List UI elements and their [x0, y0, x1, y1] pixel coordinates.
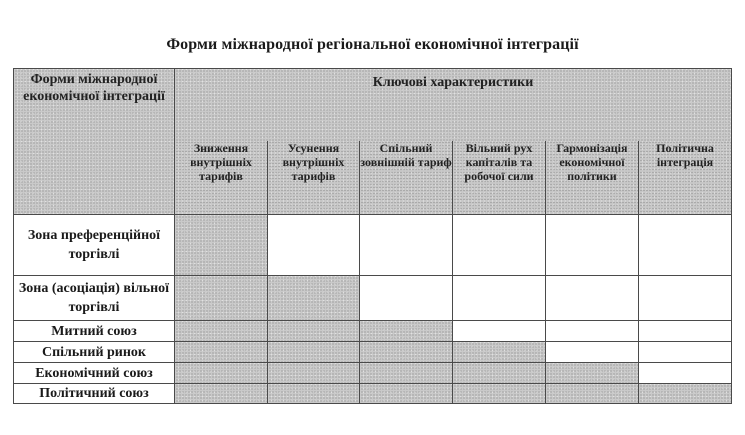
matrix-cell — [639, 276, 732, 321]
matrix-cell — [639, 384, 732, 404]
matrix-cell — [453, 342, 546, 363]
row-label: Спільний ринок — [14, 342, 175, 363]
matrix-cell — [453, 384, 546, 404]
matrix-cell — [175, 342, 268, 363]
forms-column-header: Форми міжнародної економічної інтеграції — [14, 69, 175, 215]
column-header-tariff-elimination: Усунення внутрішніх тарифів — [268, 141, 360, 215]
matrix-cell — [360, 342, 453, 363]
matrix-cell — [268, 215, 360, 276]
column-header-policy-harmonization: Гармонізація економічної політики — [546, 141, 639, 215]
row-label: Зона (асоціація) вільної торгівлі — [14, 276, 175, 321]
matrix-cell — [546, 215, 639, 276]
row-label: Зона преференційної торгівлі — [14, 215, 175, 276]
key-characteristics-header: Ключові характеристики — [175, 69, 732, 142]
matrix-cell — [453, 215, 546, 276]
matrix-cell — [639, 215, 732, 276]
matrix-cell — [360, 363, 453, 384]
matrix-cell — [546, 321, 639, 342]
matrix-cell — [360, 215, 453, 276]
page-title: Форми міжнародної регіональної економічної інтеграції — [166, 36, 579, 53]
matrix-cell — [175, 384, 268, 404]
column-header-common-external-tariff: Спільний зовнішній тариф — [360, 141, 453, 215]
matrix-cell — [360, 276, 453, 321]
column-header-political-integration: Політична інтеграція — [639, 141, 732, 215]
table-row — [14, 215, 732, 276]
matrix-cell — [546, 276, 639, 321]
matrix-cell — [268, 342, 360, 363]
table-row — [14, 321, 732, 342]
row-label: Економічний союз — [14, 363, 175, 384]
column-header-tariff-reduction: Зниження внутрішніх тарифів — [175, 141, 268, 215]
matrix-cell — [175, 363, 268, 384]
integration-forms-table — [13, 68, 732, 404]
matrix-cell — [175, 321, 268, 342]
matrix-cell — [175, 215, 268, 276]
matrix-cell — [268, 321, 360, 342]
matrix-cell — [268, 384, 360, 404]
matrix-cell — [453, 363, 546, 384]
matrix-cell — [453, 276, 546, 321]
matrix-cell — [360, 384, 453, 404]
matrix-cell — [360, 321, 453, 342]
table-row — [14, 276, 732, 321]
row-label: Митний союз — [14, 321, 175, 342]
column-header-free-movement: Вільний рух капіталів та робочої сили — [453, 141, 546, 215]
table-row — [14, 384, 732, 404]
matrix-cell — [175, 276, 268, 321]
matrix-cell — [268, 363, 360, 384]
matrix-cell — [639, 363, 732, 384]
matrix-cell — [546, 342, 639, 363]
table-row — [14, 363, 732, 384]
matrix-cell — [546, 384, 639, 404]
matrix-cell — [453, 321, 546, 342]
matrix-cell — [639, 321, 732, 342]
matrix-cell — [639, 342, 732, 363]
header-row-top — [14, 69, 732, 142]
table-row — [14, 342, 732, 363]
matrix-cell — [268, 276, 360, 321]
matrix-cell — [546, 363, 639, 384]
row-label: Політичний союз — [14, 384, 175, 404]
